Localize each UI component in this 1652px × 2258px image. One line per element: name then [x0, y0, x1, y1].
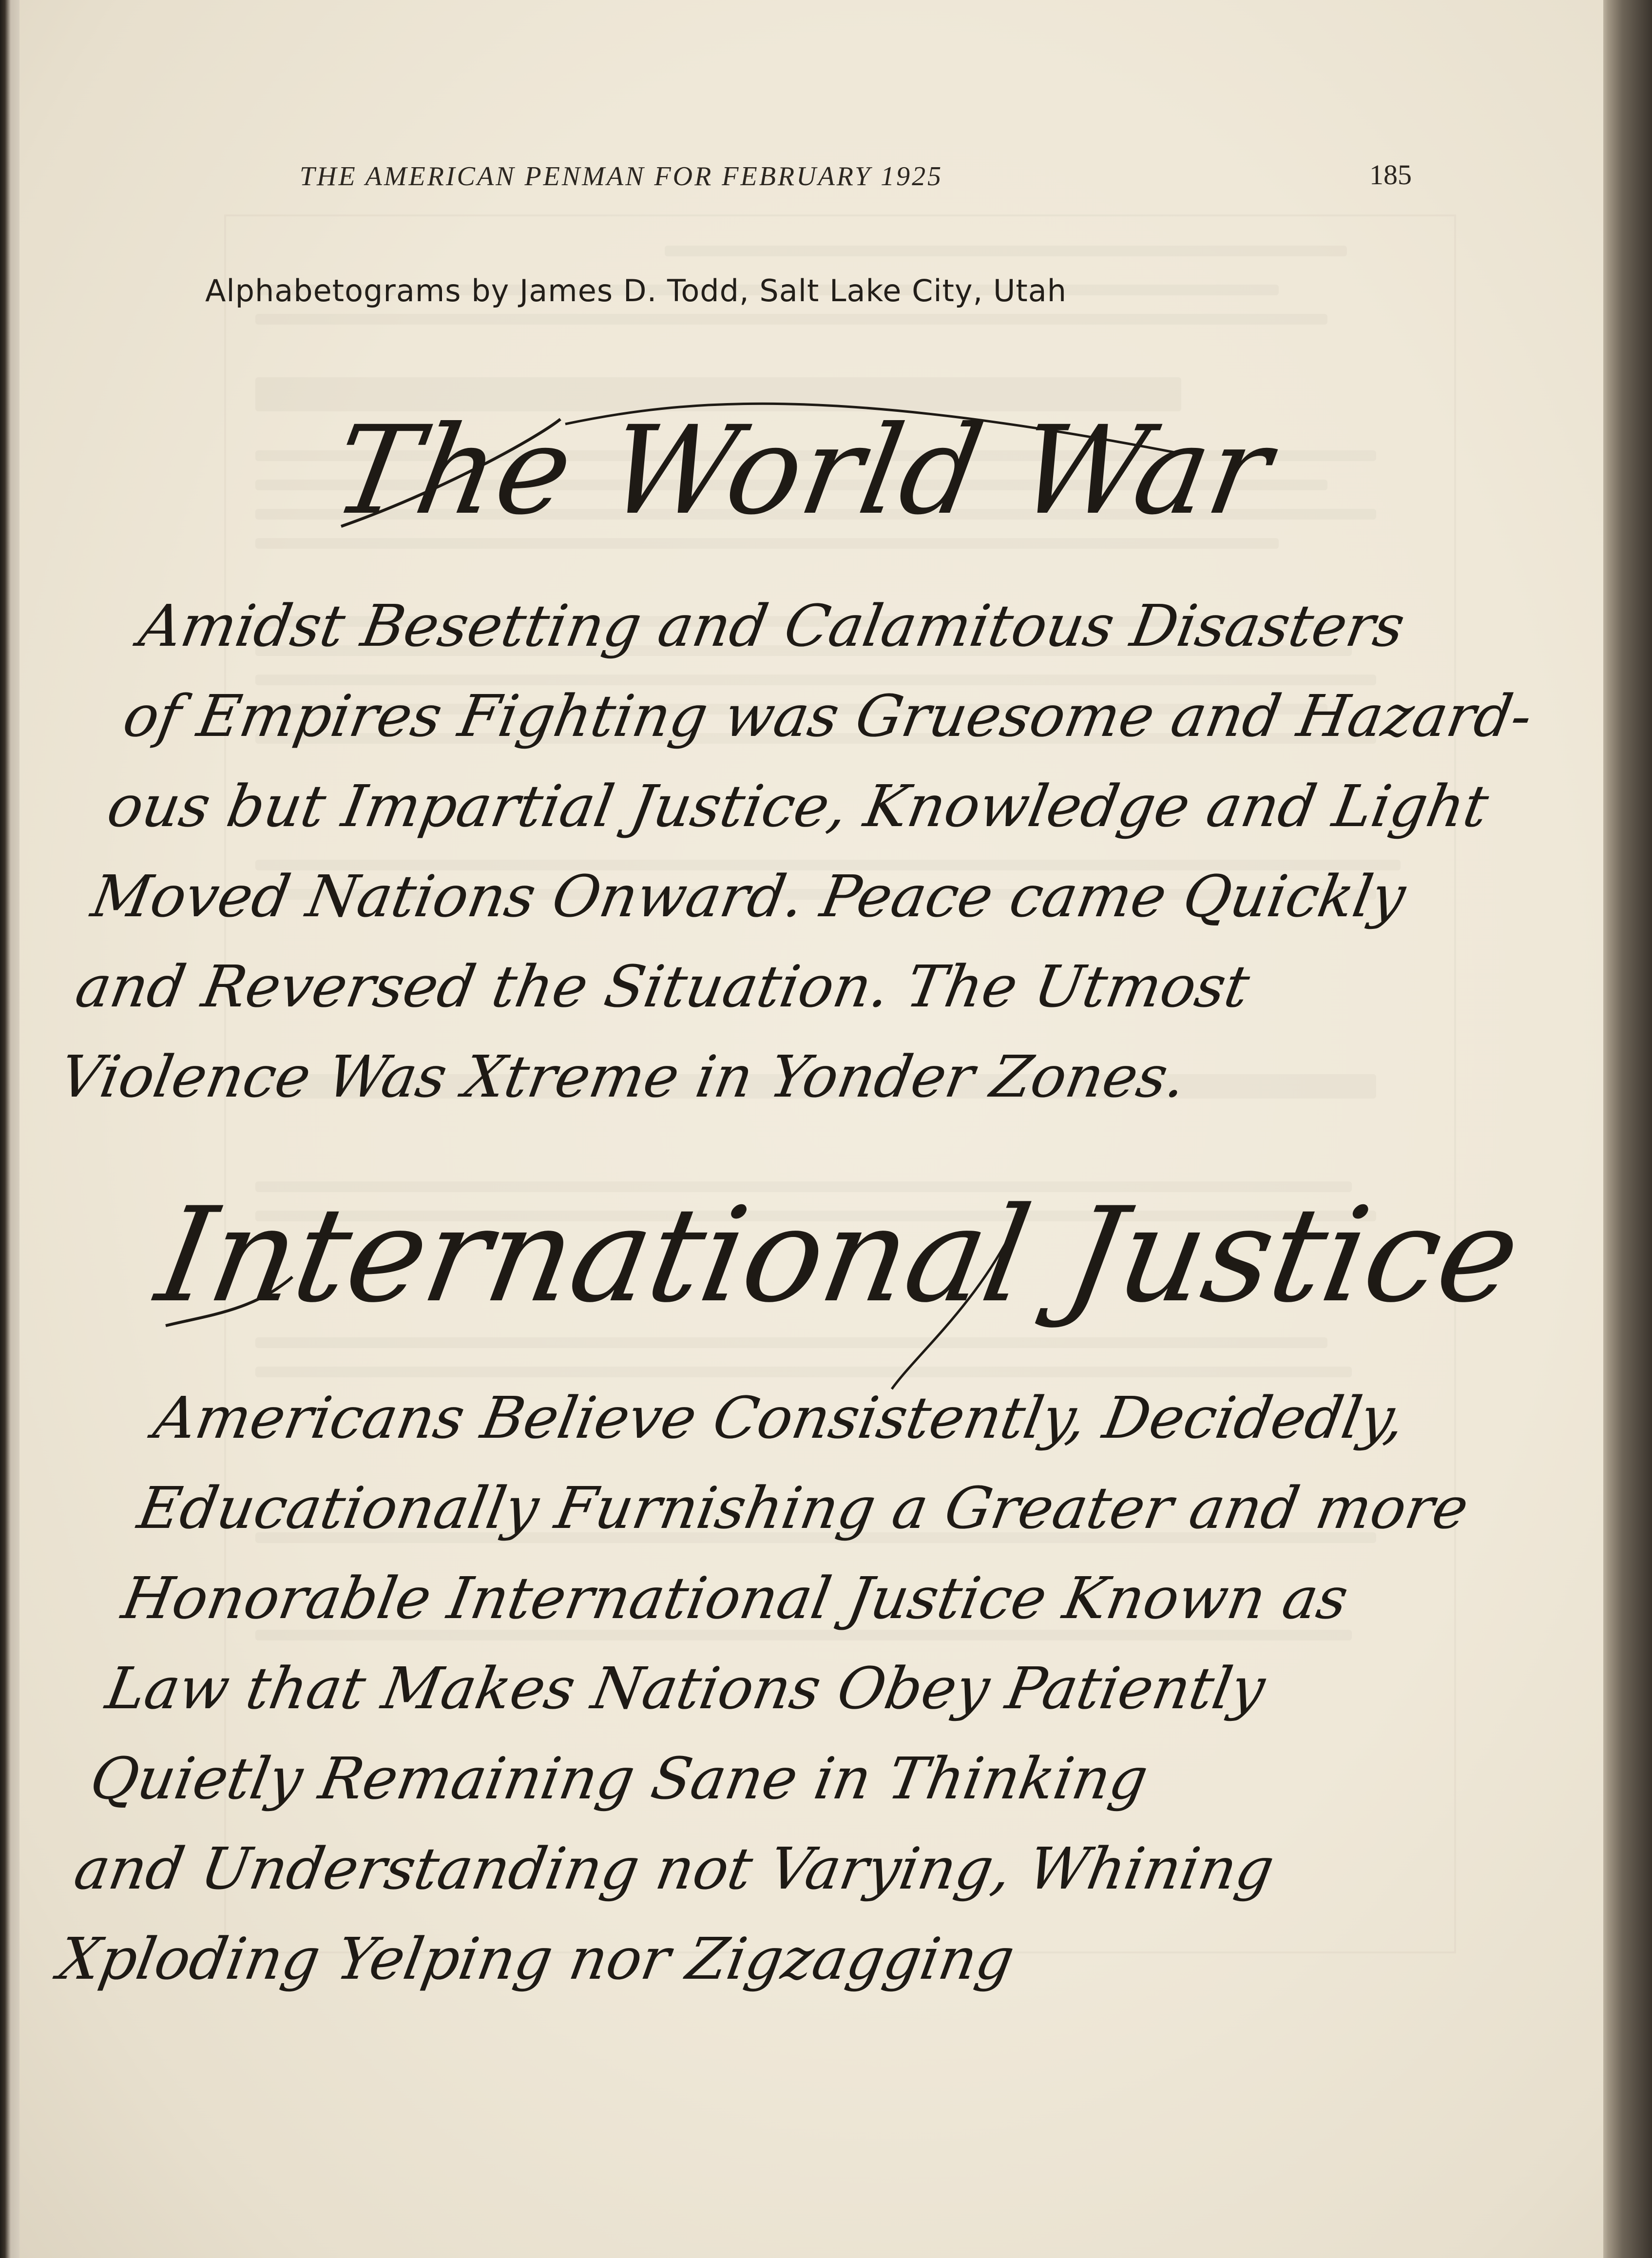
section-1-line: of Empires Fighting was Gruesome and Hazard- — [118, 682, 1537, 750]
section-2-line: Honorable International Justice Known as — [117, 1564, 1353, 1632]
section-2-line: and Understanding not Varying, Whining — [69, 1835, 1279, 1902]
section-2-line: Quietly Remaining Sane in Thinking — [85, 1745, 1153, 1812]
byline-text: Alphabetograms by James D. Todd, Salt Lake City, Utah — [205, 273, 1067, 309]
section-2-line: Americans Believe Consistently, Decidedly, — [149, 1384, 1410, 1451]
section-2-line: Law that Makes Nations Obey Patiently — [101, 1655, 1270, 1722]
page — [19, 0, 1603, 2258]
section-2-line: Xploding Yelping nor Zigzagging — [53, 1925, 1019, 1992]
running-head-text: THE AMERICAN PENMAN FOR FEBRUARY 1925 — [299, 161, 943, 192]
section-1-title: The World War — [324, 400, 1282, 541]
section-1-line: Violence Was Xtreme in Yonder Zones. — [55, 1043, 1191, 1110]
section-2-line: Educationally Furnishing a Greater and more — [133, 1474, 1474, 1542]
page-number: 185 — [1369, 159, 1412, 191]
section-1-line: Moved Nations Onward. Peace came Quickly — [86, 863, 1411, 930]
section-2-title: International Justice — [147, 1179, 1531, 1332]
section-1-line: Amidst Besetting and Calamitous Disasters — [134, 592, 1410, 659]
byline — [0, 273, 1652, 309]
section-1-line: ous but Impartial Justice, Knowledge and Light — [102, 772, 1494, 840]
section-1-line: and Reversed the Situation. The Utmost — [71, 953, 1255, 1020]
